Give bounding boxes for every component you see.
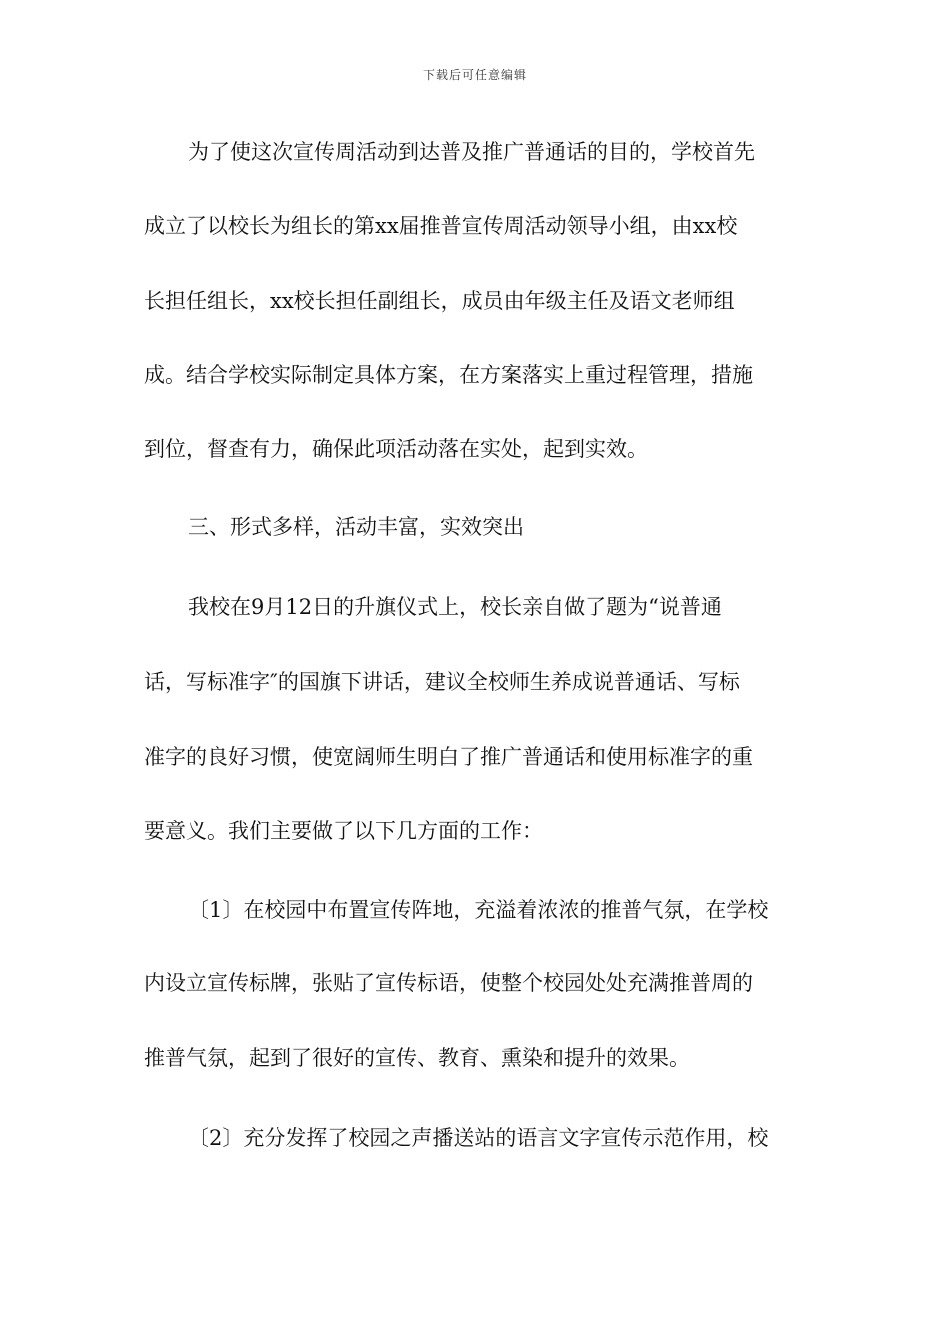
text-line: 为了使这次宣传周活动到达普及推广普通话的目的，学校首先 — [188, 140, 755, 164]
text-line: 我校在9月12日的升旗仪式上，校长亲自做了题为“说普通 — [188, 595, 722, 619]
section-heading: 三、形式多样，活动丰富，实效突出 — [188, 515, 524, 539]
text-line: 内设立宣传标牌，张贴了宣传标语，使整个校园处处充满推普周的 — [144, 971, 753, 995]
text-line: 推普气氛，起到了很好的宣传、教育、熏染和提升的效果。 — [144, 1046, 690, 1070]
text-line: 要意义。我们主要做了以下几方面的工作： — [144, 819, 543, 843]
text-line: 〔2〕充分发挥了校园之声播送站的语言文字宣传示范作用，校 — [188, 1126, 769, 1150]
text-line: 成立了以校长为组长的第xx届推普宣传周活动领导小组，由xx校 — [144, 214, 738, 238]
text-line: 长担任组长，xx校长担任副组长，成员由年级主任及语文老师组 — [144, 289, 735, 313]
text-line: 准字的良好习惯，使宽阔师生明白了推广普通话和使用标准字的重 — [144, 745, 753, 769]
text-line: 〔1〕在校园中布置宣传阵地，充溢着浓浓的推普气氛，在学校 — [188, 898, 769, 922]
page-header: 下载后可任意编辑 — [422, 68, 527, 82]
text-line: 话，写标准字″的国旗下讲话，建议全校师生养成说普通话、写标 — [144, 670, 740, 694]
text-line: 到位，督查有力，确保此项活动落在实处，起到实效。 — [144, 437, 648, 461]
text-line: 成。结合学校实际制定具体方案，在方案落实上重过程管理，措施 — [144, 363, 753, 387]
